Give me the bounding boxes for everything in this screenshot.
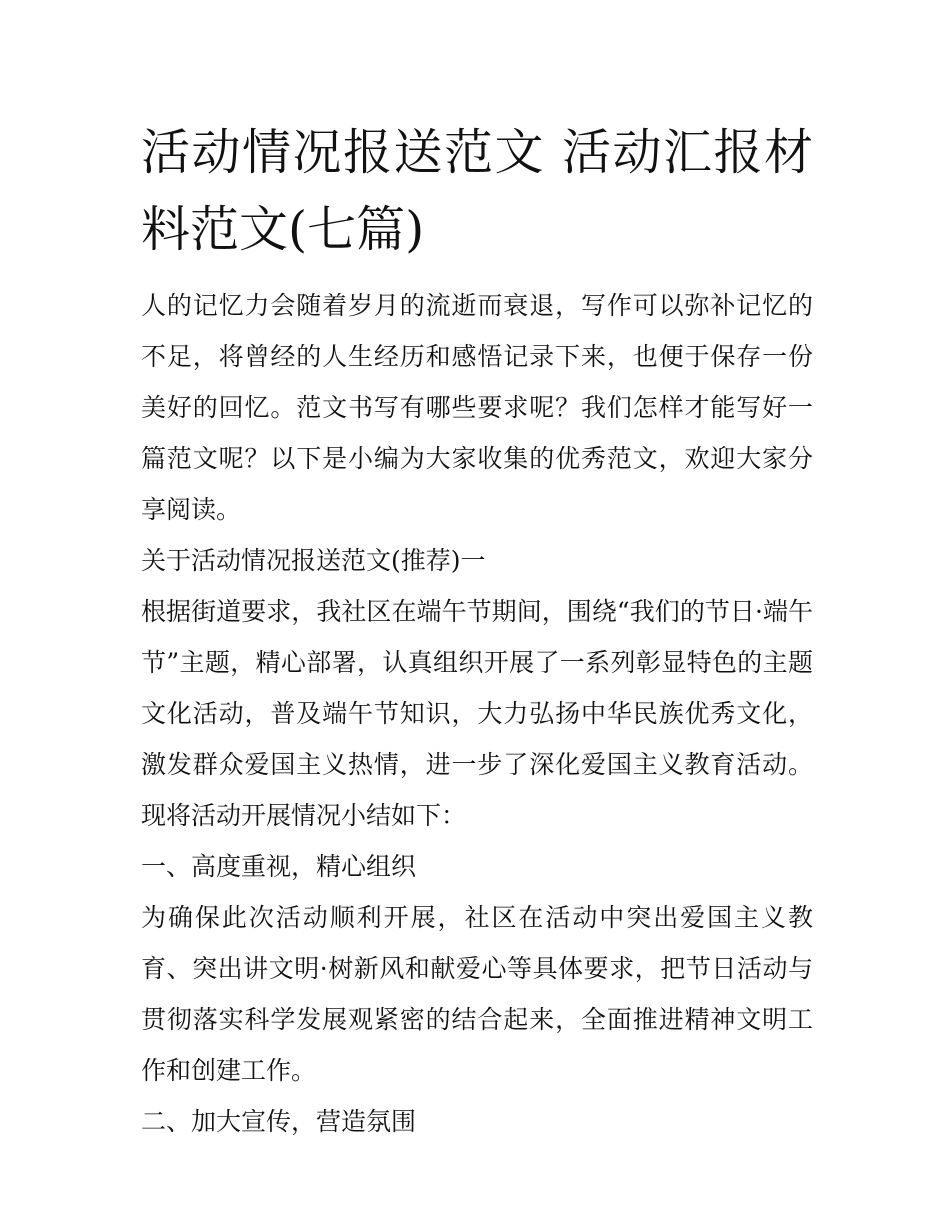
intro-paragraph: 人的记忆力会随着岁月的流逝而衰退，写作可以弥补记忆的不足，将曾经的人生经历和感悟记录下来，也便于保存一份美好的回忆。范文书写有哪些要求呢？我们怎样才能写好一篇范文呢？以下是小编为大家收集的优秀范文，欢迎大家分享阅读。 — [141, 291, 813, 524]
subheading-1: 一、高度重视，精心组织 — [141, 852, 417, 881]
subheading-2: 二、加大宣传，营造氛围 — [141, 1107, 417, 1136]
document-body — [141, 280, 813, 1147]
section-title: 关于活动情况报送范文(推荐)一 — [141, 546, 486, 575]
body-paragraph-2: 为确保此次活动顺利开展，社区在活动中突出爱国主义教育、突出讲文明·树新风和献爱心等具体要求，把节日活动与贯彻落实科学发展观紧密的结合起来，全面推进精神文明工作和创建工作。 — [141, 903, 813, 1085]
document-title: 活动情况报送范文 活动汇报材料范文(七篇) — [141, 124, 813, 258]
body-paragraph-1: 根据街道要求，我社区在端午节期间，围绕“我们的节日·端午节”主题，精心部署，认真组织开展了一系列彰显特色的主题文化活动，普及端午节知识，大力弘扬中华民族优秀文化，激发群众爱国主义热情，进一步了深化爱国主义教育活动。现将活动开展情况小结如下： — [141, 597, 813, 830]
document-content — [141, 114, 813, 1147]
